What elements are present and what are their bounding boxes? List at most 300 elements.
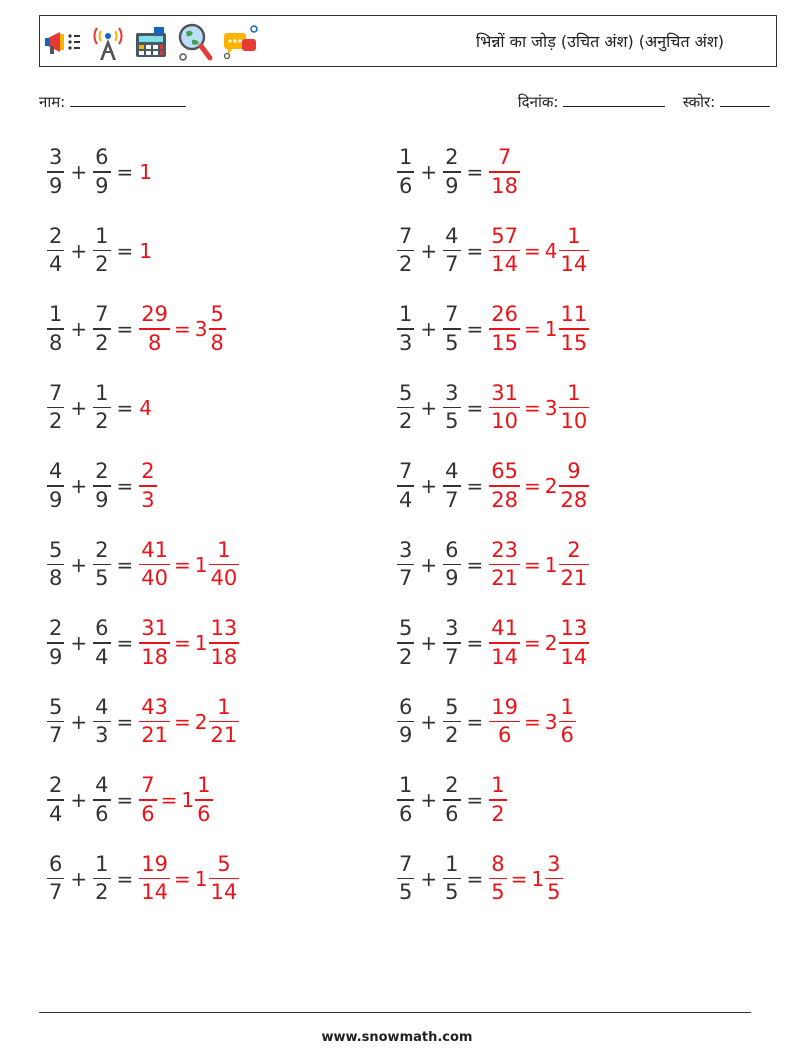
answer-mixed-fraction — [559, 223, 590, 277]
addend-a — [397, 537, 414, 591]
addend-a-denominator: 4 — [49, 801, 63, 826]
plus-sign: + — [420, 631, 438, 655]
answer-fraction-numerator: 19 — [141, 851, 169, 876]
plus-sign: + — [70, 631, 88, 655]
answer-equals-sign: = — [174, 866, 191, 891]
addend-b-denominator: 6 — [95, 801, 109, 826]
problem-item — [47, 613, 239, 673]
equals-sign: = — [466, 709, 484, 734]
answer-mixed-fraction — [559, 537, 590, 591]
addend-a-denominator: 5 — [399, 880, 413, 905]
addend-b — [443, 851, 460, 905]
answer-fraction-numerator: 2 — [141, 459, 155, 484]
addend-a-numerator: 1 — [399, 773, 413, 798]
problem-item — [397, 535, 589, 595]
plus-sign: + — [420, 709, 438, 734]
addend-b-denominator: 4 — [95, 644, 109, 669]
plus-sign: + — [70, 866, 88, 891]
answer-mixed-fraction — [545, 851, 562, 905]
answer-fraction-numerator: 7 — [497, 145, 512, 170]
addend-a — [397, 461, 414, 511]
answer-whole: 1 — [139, 238, 153, 263]
addend-a-numerator: 6 — [49, 851, 63, 876]
answer-fraction — [489, 851, 506, 905]
equals-sign: = — [116, 788, 134, 812]
addend-a — [397, 618, 414, 668]
addend-a-numerator: 5 — [49, 537, 63, 562]
addend-b-denominator: 5 — [445, 880, 459, 905]
addend-a — [47, 223, 64, 277]
answer-mixed-fraction-numerator: 1 — [217, 694, 231, 719]
answer-fraction-denominator: 28 — [491, 487, 519, 512]
answer-mixed-whole: 4 — [544, 238, 558, 263]
addend-b-numerator: 1 — [95, 851, 109, 876]
addend-a — [47, 147, 64, 197]
answer-fraction-numerator: 29 — [141, 302, 169, 327]
plus-sign: + — [420, 788, 438, 812]
addend-a-numerator: 7 — [399, 851, 413, 876]
addend-b — [443, 618, 460, 668]
addend-b-denominator: 6 — [445, 801, 459, 826]
answer-fraction — [139, 851, 170, 905]
answer-mixed-fraction-numerator: 2 — [567, 537, 581, 562]
plus-sign: + — [70, 474, 88, 498]
addend-a — [47, 537, 64, 591]
answer-fraction-denominator: 18 — [491, 173, 519, 198]
addend-a — [47, 304, 64, 354]
answer-mixed-fraction-numerator: 1 — [217, 537, 231, 562]
addend-b-denominator: 9 — [95, 487, 109, 512]
addend-a-numerator: 2 — [49, 223, 63, 248]
answer-fraction-denominator: 14 — [141, 880, 169, 905]
answer-fraction — [489, 775, 506, 825]
equals-sign: = — [466, 552, 484, 577]
addend-a-denominator: 9 — [49, 644, 63, 669]
addend-b — [443, 147, 460, 197]
answer-fraction-denominator: 8 — [147, 330, 162, 355]
answer-fraction — [139, 304, 170, 354]
answer-fraction — [489, 380, 520, 434]
answer-equals-sign: = — [510, 866, 528, 891]
plus-sign: + — [70, 395, 88, 420]
addend-a-denominator: 7 — [399, 566, 413, 591]
addend-a-numerator: 2 — [49, 773, 63, 798]
addend-b-numerator: 6 — [95, 145, 109, 170]
addend-b-numerator: 1 — [95, 223, 109, 248]
answer-mixed-fraction-denominator: 6 — [560, 723, 574, 748]
addend-a-numerator: 6 — [399, 694, 413, 719]
answer-mixed-fraction-denominator: 15 — [560, 330, 588, 355]
answer-mixed-whole: 3 — [544, 395, 558, 420]
addend-b-denominator: 2 — [445, 723, 459, 748]
answer-fraction-denominator: 14 — [491, 644, 519, 669]
answer-fraction — [139, 775, 156, 825]
answer-mixed-whole: 2 — [544, 631, 558, 655]
answer-equals-sign: = — [524, 631, 541, 655]
equals-sign: = — [466, 631, 484, 655]
plus-sign: + — [420, 238, 438, 263]
score-label: स्कोर: — [682, 93, 716, 111]
addend-b-numerator: 7 — [445, 302, 459, 327]
answer-mixed-whole: 1 — [544, 552, 558, 577]
addend-b-numerator: 7 — [95, 302, 109, 327]
answer-mixed-whole: 1 — [194, 866, 208, 891]
addend-b-denominator: 5 — [95, 566, 109, 591]
answer-fraction-numerator: 19 — [491, 694, 519, 719]
problem-item — [47, 535, 239, 595]
addend-a-denominator: 2 — [399, 644, 413, 669]
plus-sign: + — [420, 160, 438, 184]
addend-a-denominator: 8 — [49, 330, 63, 355]
date-label: दिनांक: — [517, 93, 559, 111]
answer-mixed-fraction-numerator: 5 — [217, 851, 231, 876]
answer-fraction-denominator: 10 — [491, 409, 519, 434]
answer-mixed-fraction — [209, 304, 226, 354]
name-label: नाम: — [39, 93, 66, 111]
addend-b — [443, 223, 460, 277]
addend-a — [47, 461, 64, 511]
equals-sign: = — [466, 238, 484, 263]
addend-a — [397, 851, 414, 905]
answer-fraction-denominator: 3 — [141, 487, 155, 512]
problem-item — [47, 456, 157, 516]
addend-a-numerator: 7 — [399, 459, 413, 484]
answer-whole: 1 — [139, 160, 153, 184]
plus-sign: + — [420, 474, 438, 498]
addend-a-numerator: 5 — [399, 616, 413, 641]
addend-b — [93, 304, 110, 354]
addend-a-numerator: 3 — [399, 537, 413, 562]
addend-b — [443, 694, 460, 748]
answer-mixed-whole: 2 — [194, 709, 208, 734]
problem-item — [47, 299, 226, 359]
answer-fraction — [489, 537, 520, 591]
equals-sign: = — [116, 317, 134, 341]
problem-item — [47, 770, 213, 830]
answer-mixed-fraction — [559, 461, 590, 511]
problem-item — [397, 770, 507, 830]
addend-a-denominator: 9 — [49, 173, 63, 198]
answer-mixed-fraction-numerator: 5 — [210, 302, 224, 327]
addend-a-denominator: 3 — [399, 330, 413, 355]
addend-b-numerator: 4 — [95, 694, 109, 719]
answer-mixed-fraction-denominator: 8 — [210, 330, 224, 355]
answer-fraction — [489, 618, 520, 668]
addend-a — [397, 380, 414, 434]
answer-mixed-fraction-denominator: 14 — [210, 880, 238, 905]
problem-item — [47, 378, 153, 438]
addend-b-numerator: 2 — [95, 459, 109, 484]
answer-fraction-denominator: 14 — [491, 252, 519, 277]
answer-fraction-denominator: 18 — [141, 644, 169, 669]
addend-a-denominator: 2 — [399, 252, 413, 277]
addend-b — [93, 380, 110, 434]
answer-mixed-whole: 1 — [194, 631, 208, 655]
answer-mixed-whole: 1 — [544, 317, 558, 341]
addend-b — [93, 147, 110, 197]
addend-b — [93, 694, 110, 748]
answer-fraction-numerator: 7 — [141, 773, 155, 798]
answer-fraction — [139, 461, 156, 511]
answer-mixed-fraction-denominator: 21 — [210, 723, 238, 748]
addend-b-denominator: 9 — [445, 173, 459, 198]
answer-mixed-fraction-numerator: 13 — [560, 616, 588, 641]
answer-fraction-denominator: 5 — [491, 880, 505, 905]
answer-mixed-whole: 1 — [181, 788, 195, 812]
answer-mixed-fraction-numerator: 9 — [567, 459, 581, 484]
addend-b-denominator: 5 — [445, 330, 459, 355]
equals-sign: = — [116, 631, 134, 655]
footer-url: www.snowmath.com — [321, 1030, 473, 1045]
answer-mixed-fraction-denominator: 14 — [560, 644, 588, 669]
addend-a — [397, 304, 414, 354]
addend-b-numerator: 4 — [445, 459, 459, 484]
addend-b-numerator: 1 — [445, 851, 459, 876]
answer-mixed-fraction — [559, 618, 590, 668]
addend-b-denominator: 2 — [95, 252, 109, 277]
plus-sign: + — [70, 552, 88, 577]
addend-b-denominator: 2 — [95, 330, 109, 355]
answer-mixed-fraction — [209, 694, 240, 748]
equals-sign: = — [116, 866, 134, 891]
addend-b — [93, 537, 110, 591]
answer-mixed-fraction — [559, 380, 590, 434]
addend-a — [47, 380, 64, 434]
plus-sign: + — [420, 552, 438, 577]
plus-sign: + — [70, 317, 88, 341]
answer-fraction — [139, 618, 170, 668]
addend-a-denominator: 9 — [49, 487, 63, 512]
equals-sign: = — [116, 709, 134, 734]
answer-fraction-denominator: 6 — [141, 801, 155, 826]
answer-equals-sign: = — [524, 552, 541, 577]
answer-fraction-numerator: 41 — [141, 537, 169, 562]
addend-a-denominator: 4 — [49, 252, 63, 277]
addend-b-denominator: 3 — [95, 723, 109, 748]
problem-item — [397, 142, 520, 202]
addend-b — [443, 775, 460, 825]
addend-b — [443, 304, 460, 354]
answer-mixed-whole: 3 — [194, 317, 208, 341]
problem-item — [397, 849, 563, 909]
addend-b-numerator: 5 — [445, 694, 459, 719]
answer-mixed-fraction-denominator: 28 — [560, 487, 588, 512]
equals-sign: = — [466, 160, 484, 184]
addend-b-numerator: 1 — [95, 380, 109, 405]
addend-a-numerator: 1 — [49, 302, 63, 327]
answer-mixed-fraction-denominator: 40 — [210, 566, 238, 591]
problem-item — [397, 378, 589, 438]
addend-b — [443, 380, 460, 434]
problem-item — [47, 849, 239, 909]
answer-mixed-whole: 2 — [544, 474, 558, 498]
answer-equals-sign: = — [524, 709, 541, 734]
problem-item — [397, 692, 576, 752]
addend-a-denominator: 7 — [49, 723, 63, 748]
problem-item — [397, 221, 589, 281]
addend-a — [47, 694, 64, 748]
addend-a — [47, 618, 64, 668]
addend-b-denominator: 5 — [445, 409, 459, 434]
addend-a-denominator: 2 — [399, 409, 413, 434]
addend-a — [397, 147, 414, 197]
answer-fraction — [139, 694, 170, 748]
addend-a-numerator: 1 — [399, 145, 413, 170]
addend-a — [397, 775, 414, 825]
plus-sign: + — [420, 317, 438, 341]
answer-fraction-numerator: 41 — [491, 616, 519, 641]
addend-a-denominator: 8 — [49, 566, 63, 591]
addend-b — [443, 537, 460, 591]
addend-a-denominator: 9 — [399, 723, 413, 748]
answer-mixed-fraction — [559, 694, 576, 748]
addend-a — [47, 775, 64, 825]
answer-mixed-fraction-numerator: 1 — [560, 694, 574, 719]
addend-b-denominator: 2 — [95, 409, 109, 434]
addend-a — [397, 223, 414, 277]
addend-a-denominator: 6 — [399, 801, 413, 826]
answer-fraction — [139, 537, 170, 591]
answer-equals-sign: = — [524, 317, 541, 341]
answer-equals-sign: = — [524, 395, 541, 420]
addend-a-numerator: 4 — [49, 459, 63, 484]
answer-mixed-fraction-numerator: 1 — [197, 773, 211, 798]
equals-sign: = — [466, 866, 484, 891]
addend-b-denominator: 9 — [95, 173, 109, 198]
problem-item — [397, 299, 589, 359]
answer-mixed-fraction — [209, 618, 240, 668]
problem-item — [397, 613, 589, 673]
addend-b-denominator: 7 — [445, 644, 459, 669]
answer-equals-sign: = — [174, 709, 191, 734]
answer-equals-sign: = — [174, 552, 191, 577]
answer-equals-sign: = — [160, 788, 178, 812]
addend-a-numerator: 7 — [49, 380, 63, 405]
answer-fraction — [489, 694, 520, 748]
answer-mixed-fraction-numerator: 1 — [567, 380, 581, 405]
answer-mixed-fraction — [209, 851, 240, 905]
answer-fraction-numerator: 57 — [491, 223, 519, 248]
addend-a-denominator: 4 — [399, 487, 413, 512]
answer-fraction — [489, 223, 520, 277]
equals-sign: = — [116, 238, 134, 263]
equals-sign: = — [466, 395, 484, 420]
plus-sign: + — [420, 866, 438, 891]
answer-mixed-fraction-numerator: 3 — [547, 851, 561, 876]
addend-a-numerator: 5 — [399, 380, 413, 405]
answer-mixed-fraction-denominator: 5 — [547, 880, 561, 905]
addend-b-numerator: 2 — [445, 773, 459, 798]
equals-sign: = — [116, 160, 134, 184]
answer-mixed-fraction-denominator: 18 — [210, 644, 238, 669]
answer-mixed-whole: 3 — [544, 709, 558, 734]
answer-fraction-denominator: 21 — [141, 723, 169, 748]
equals-sign: = — [466, 788, 484, 812]
equals-sign: = — [116, 474, 134, 498]
answer-mixed-whole: 1 — [194, 552, 208, 577]
addend-b-numerator: 3 — [445, 380, 459, 405]
addend-a-denominator: 2 — [49, 409, 63, 434]
equals-sign: = — [466, 317, 484, 341]
addend-b — [443, 461, 460, 511]
equals-sign: = — [116, 552, 134, 577]
problem-item — [47, 692, 239, 752]
answer-mixed-fraction-numerator: 13 — [210, 616, 238, 641]
answer-equals-sign: = — [524, 238, 541, 263]
problem-item — [397, 456, 589, 516]
answer-mixed-fraction-denominator: 14 — [560, 252, 588, 277]
addend-a-denominator: 6 — [399, 173, 413, 198]
answer-fraction-denominator: 21 — [491, 566, 519, 591]
plus-sign: + — [70, 709, 88, 734]
answer-fraction-numerator: 8 — [491, 851, 505, 876]
addend-b-denominator: 9 — [445, 566, 459, 591]
answer-fraction-denominator: 15 — [491, 330, 519, 355]
plus-sign: + — [70, 160, 88, 184]
answer-fraction-numerator: 23 — [491, 537, 519, 562]
answer-fraction-denominator: 2 — [491, 801, 505, 826]
footer-divider — [39, 1012, 751, 1013]
addend-a-numerator: 5 — [49, 694, 63, 719]
addend-b — [93, 461, 110, 511]
answer-whole: 4 — [139, 395, 153, 420]
addend-b — [93, 775, 110, 825]
problem-item — [47, 221, 153, 281]
addend-b — [93, 851, 110, 905]
problem-item — [47, 142, 153, 202]
addend-b-numerator: 2 — [95, 537, 109, 562]
answer-mixed-fraction-denominator: 10 — [560, 409, 588, 434]
answer-fraction-numerator: 26 — [491, 302, 519, 327]
answer-fraction — [489, 304, 520, 354]
addend-a — [47, 851, 64, 905]
addend-b-denominator: 2 — [95, 880, 109, 905]
addend-b-numerator: 6 — [445, 537, 459, 562]
answer-fraction-numerator: 65 — [491, 459, 519, 484]
addend-b-numerator: 4 — [95, 773, 109, 798]
plus-sign: + — [70, 238, 88, 263]
answer-equals-sign: = — [174, 631, 191, 655]
answer-mixed-fraction-numerator: 1 — [567, 223, 581, 248]
answer-mixed-fraction — [209, 537, 240, 591]
addend-a-numerator: 2 — [49, 616, 63, 641]
answer-fraction-denominator: 6 — [497, 723, 512, 748]
answer-mixed-fraction-denominator: 6 — [197, 801, 211, 826]
answer-fraction-numerator: 31 — [491, 380, 519, 405]
addend-a-denominator: 7 — [49, 880, 63, 905]
answer-equals-sign: = — [174, 317, 191, 341]
answer-mixed-fraction-numerator: 11 — [560, 302, 588, 327]
addend-b-numerator: 3 — [445, 616, 459, 641]
answer-fraction-numerator: 43 — [141, 694, 169, 719]
equals-sign: = — [466, 474, 484, 498]
addend-a-numerator: 1 — [399, 302, 413, 327]
addend-b-numerator: 6 — [95, 616, 109, 641]
addend-b — [93, 223, 110, 277]
addend-a-numerator: 7 — [399, 223, 413, 248]
plus-sign: + — [70, 788, 88, 812]
worksheet-title: भिन्नों का जोड़ (उचित अंश) (अनुचित अंश) — [475, 32, 724, 51]
addend-b-numerator: 4 — [445, 223, 459, 248]
equals-sign: = — [116, 395, 134, 420]
answer-mixed-whole: 1 — [531, 866, 545, 891]
addend-b-denominator: 7 — [445, 487, 459, 512]
answer-mixed-fraction — [559, 304, 590, 354]
answer-mixed-fraction-denominator: 21 — [560, 566, 588, 591]
answer-fraction — [489, 147, 520, 197]
answer-equals-sign: = — [524, 474, 541, 498]
addend-a-numerator: 3 — [49, 145, 63, 170]
